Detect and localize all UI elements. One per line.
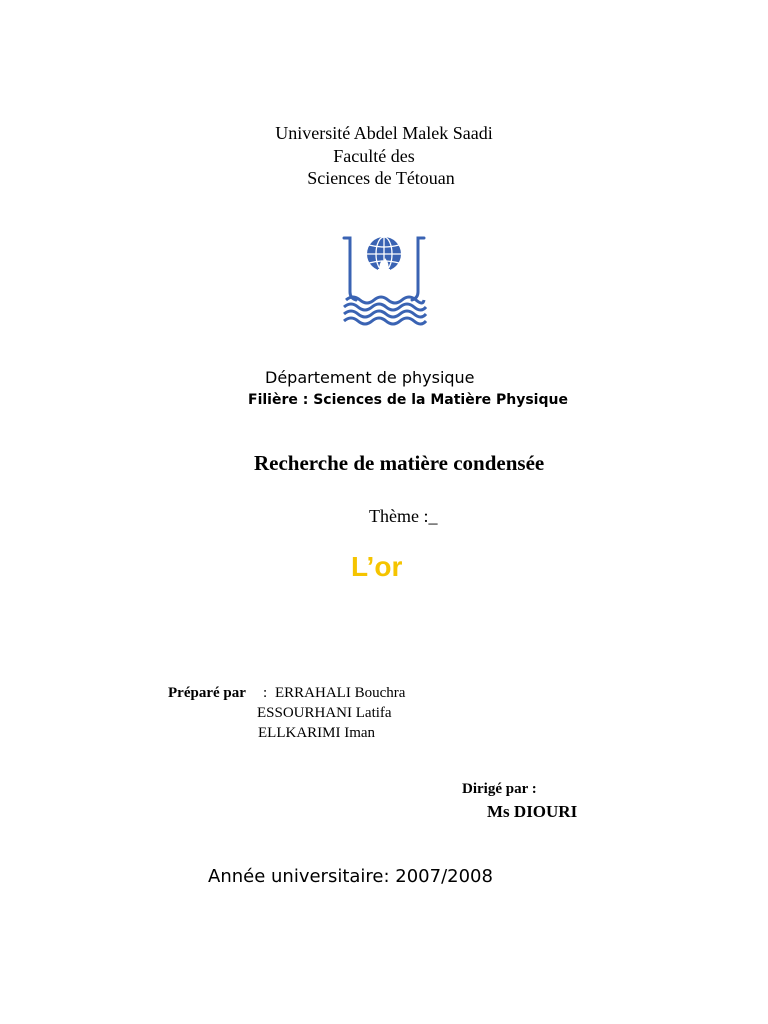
supervisor-name: Ms DIOURI: [487, 802, 578, 821]
prepared-by-separator: :: [263, 685, 268, 701]
theme-label: Thème :_: [369, 506, 438, 526]
university-line-3: Sciences de Tétouan: [307, 168, 455, 188]
department-name: Département de physique: [265, 368, 475, 387]
prepared-by-label: Préparé par: [168, 685, 246, 701]
university-line-2: Faculté des: [333, 146, 415, 166]
author-name: ERRAHALI Bouchra: [275, 685, 406, 701]
supervisor-label: Dirigé par :: [462, 781, 537, 797]
filiere-label: Filière : Sciences de la Matière Physique: [248, 392, 568, 408]
university-emblem-icon: [338, 230, 430, 326]
research-title: Recherche de matière condensée: [254, 451, 545, 475]
theme-value: L’or: [351, 551, 403, 582]
author-name: ELLKARIMI Iman: [258, 725, 376, 741]
academic-year: Année universitaire: 2007/2008: [208, 866, 493, 887]
author-name: ESSOURHANI Latifa: [257, 705, 392, 721]
university-line-1: Université Abdel Malek Saadi: [275, 123, 493, 143]
